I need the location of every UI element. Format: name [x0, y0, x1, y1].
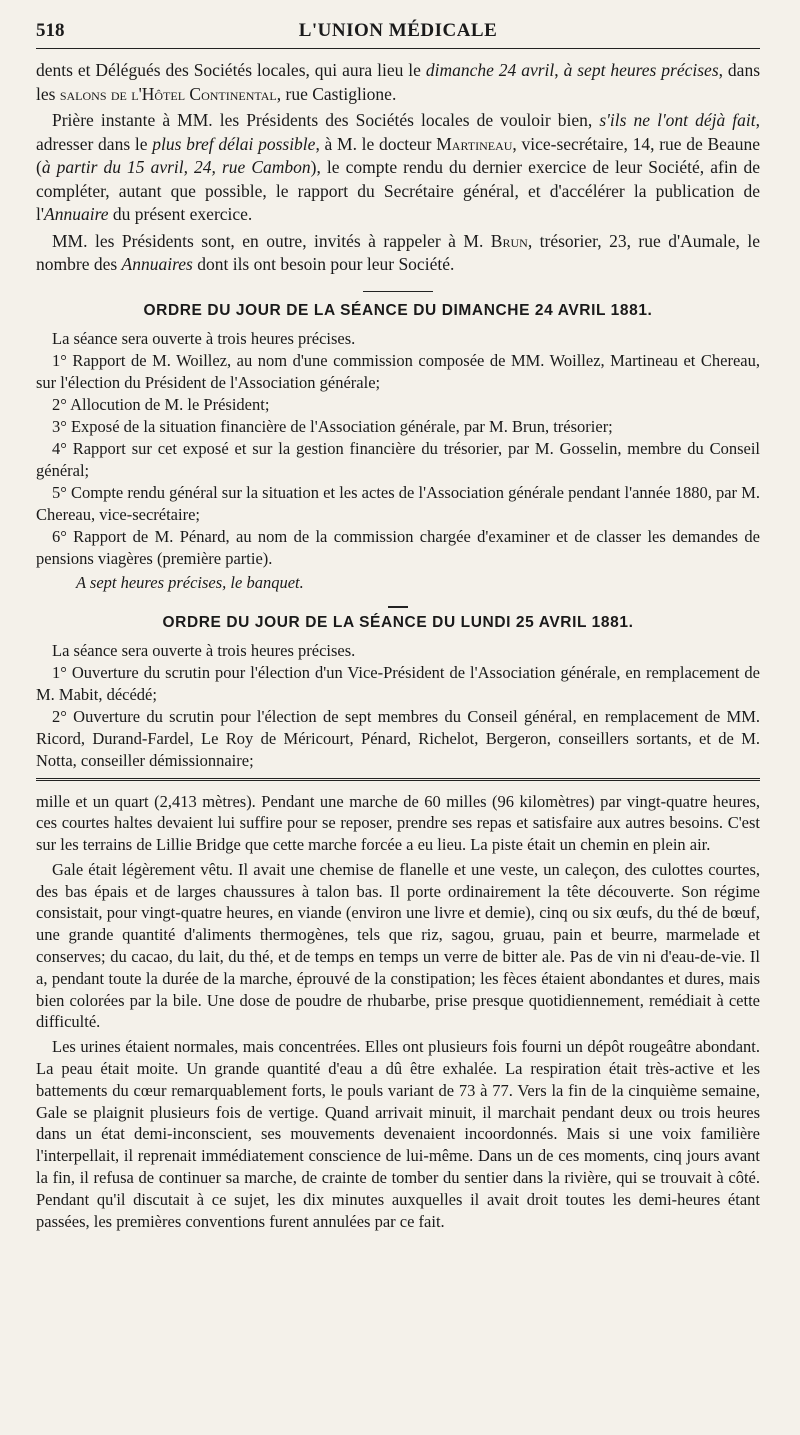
- agenda-item: 2° Allocution de M. le Président;: [52, 394, 270, 414]
- announcement-paragraph-2: Prière instante à MM. les Présidents des Sociétés locales de vouloir bien, s'ils ne l'ont déjà fait, adresser dans le plus bref délai possible, à M. le docteur Martineau, vice-secrétaire, 14, rue de Beaune (à partir du 15 avril, 24, rue Cambon), le compte rendu du dernier exercice de leur Société, afin de compléter, autant que possible, le rapport du Secrétaire général, et d'accélérer la publication de l'Annuaire du présent exercice.: [36, 110, 760, 224]
- article-paragraph-1: mille et un quart (2,413 mètres). Pendant une marche de 60 milles (96 kilomètres) par vingt-quatre heures, ces courtes haltes devaient lui suffire pour se reposer, prendre ses repas et satisfaire aux autres besoins. C'est sur les terrains de Lillie Bridge que cette marche forcée a eu lieu. La piste était un chemin en plein air.: [36, 791, 760, 855]
- treasurer-name: Brun: [490, 230, 528, 251]
- venue-name: salons de l'Hôtel Continental: [59, 83, 277, 104]
- agenda-item: 3° Exposé de la situation financière de l'Association générale, par M. Brun, trésorier;: [52, 416, 613, 436]
- agenda-monday: [36, 614, 760, 772]
- announcement-paragraph-1: dents et Délégués des Sociétés locales, qui aura lieu le dimanche 24 avril, à sept heures précises, dans les salons de l'Hôtel Continental, rue Castiglione.: [36, 60, 761, 104]
- date-emphasis: dimanche 24 avril: [425, 60, 555, 80]
- announcement-paragraph-3: MM. les Présidents sont, en outre, invités à rappeler à M. Brun, trésorier, 23, rue d'Aumale, le nombre des Annuaires dont ils ont besoin pour leur Société.: [36, 230, 760, 274]
- agenda-monday-heading: ORDRE DU JOUR DE LA SÉANCE DU LUNDI 25 AVRIL 1881.: [162, 613, 634, 631]
- agenda-sunday: [36, 302, 760, 594]
- article-block: [36, 791, 760, 1233]
- agenda-intro: La séance sera ouverte à trois heures précises.: [52, 328, 356, 348]
- section-divider: [363, 291, 433, 292]
- agenda-sunday-heading: ORDRE DU JOUR DE LA SÉANCE DU DIMANCHE 24 AVRIL 1881.: [143, 301, 653, 319]
- agenda-closing: A sept heures précises, le banquet.: [76, 572, 304, 592]
- announcement-block: [36, 59, 760, 277]
- agenda-item: 1° Ouverture du scrutin pour l'élection d'un Vice-Président de l'Association générale, en remplacement de M. Mabit, décédé;: [36, 662, 760, 704]
- page-header: [36, 0, 760, 40]
- agenda-intro: La séance sera ouverte à trois heures précises.: [52, 640, 356, 660]
- header-rule: [36, 48, 760, 49]
- agenda-item: 6° Rapport de M. Pénard, au nom de la commission chargée d'examiner et de classer les demandes de pensions viagères (première partie).: [36, 526, 760, 568]
- article-paragraph-3: Les urines étaient normales, mais concentrées. Elles ont plusieurs fois fourni un dépôt rougeâtre abondant. La peau était moite. Un grande quantité d'eau a dû être exhalée. La respiration était très-active et les battements du cœur remarquablement forts, le pouls variant de 73 à 77. Vers la fin de la cinquième semaine, Gale se plaignit plusieurs fois de vertige. Quand arrivait minuit, il marchait pendant deux ou trois heures dans un état demi-inconscient, ses mouvements devenaient incoordonnés. Mais si une voix familière l'interpellait, il reprenait immédiatement conscience de lui-même. Dans un de ces moments, cinq jours avant la fin, il refusa de continuer sa marche, de crainte de tomber du sentier dans la rivière, qui se trouvait à côté. Pendant qu'il discutait à ce sujet, les dix minutes auxquelles il avait droit toutes les demi-heures étant passées, les premières conventions furent annulées par ce fait.: [36, 1037, 760, 1231]
- time-emphasis: à sept heures précises: [563, 60, 719, 80]
- agenda-item: 4° Rapport sur cet exposé et sur la gestion financière du trésorier, par M. Gosselin, membre du Conseil général;: [36, 438, 760, 480]
- running-title: L'UNION MÉDICALE: [298, 20, 498, 41]
- agenda-item: 5° Compte rendu général sur la situation et les actes de l'Association générale pendant l'année 1880, par M. Chereau, vice-secrétaire;: [36, 482, 760, 524]
- agenda-item: 1° Rapport de M. Woillez, au nom d'une commission composée de MM. Woillez, Martineau et Chereau, sur l'élection du Président de l'Association générale;: [36, 350, 760, 392]
- article-paragraph-2: Gale était légèrement vêtu. Il avait une chemise de flanelle et une veste, un caleçon, des culottes courtes, des bas épais et de larges chaussures à talon bas. Il porte ordinairement la tête découverte. Son régime consistait, pour vingt-quatre heures, en viande (environ une livre et demie), cinq ou six œufs, du thé de bœuf, une grande quantité d'aliments thermogènes, tels que riz, sagou, gruau, pain et beurre, marmelade et conserves; du cacao, du lait, du thé, et de temps en temps un verre de bitter ale. Pas de vin ni d'eau-de-vie. Il a, pendant toute la durée de la marche, éprouvé de la constipation; les fèces étaient abondantes et dures, mais bien colorées par la bile. Une dose de poudre de rhubarbe, prise presque quotidiennement, remédiait à cette difficulté.: [36, 859, 760, 1032]
- block-separator: [36, 778, 760, 781]
- page-number: 518: [36, 20, 65, 41]
- secretary-name: Martineau: [436, 133, 513, 154]
- section-divider: [388, 606, 408, 608]
- agenda-item: 2° Ouverture du scrutin pour l'élection de sept membres du Conseil général, en remplacement de MM. Ricord, Durand-Fardel, Le Roy de Méricourt, Pénard, Richelot, Bergeron, conseillers sortants, et de M. Notta, conseiller démissionnaire;: [36, 706, 760, 770]
